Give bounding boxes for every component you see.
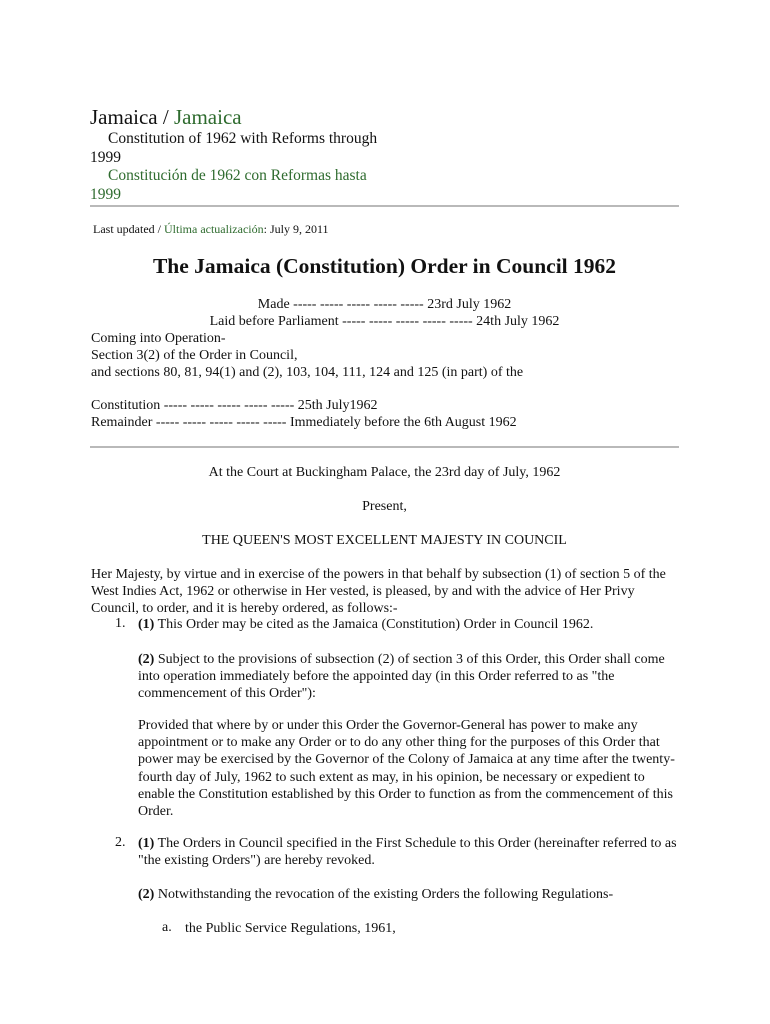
last-updated <box>93 222 329 237</box>
item-1-paragraph-3: Provided that where by or under this Order the Governor-General has power to make any appointment or to make any Order or to do any other thing for the purposes of this Order that power may be exercised by the Governor of the Colony of Jamaica at any time after the twenty-fourth day of July, 1962 to such extent as may, in his opinion, be necessary or expedient to enable the Constitution established by this Order to function as from the commencement of this Order. <box>138 718 675 820</box>
constitution-line: Constitution ----- ----- ----- ----- ----- 25th July1962 <box>91 398 378 413</box>
title-english: Jamaica <box>90 105 158 129</box>
updated-label-english: Last updated / <box>93 222 164 236</box>
item-1-number: 1. <box>115 616 126 631</box>
item-2-paragraph-1 <box>138 835 678 869</box>
item-2-p2-text: Notwithstanding the revocation of the existing Orders the following Regulations- <box>154 887 614 902</box>
subtitle-spanish: Constitución de 1962 con Reformas hasta 1999 <box>90 167 367 203</box>
page-title <box>90 104 242 130</box>
made-line: Made ----- ----- ----- ----- ----- 23rd July 1962 <box>257 297 512 312</box>
present-line: Present, <box>362 499 407 514</box>
updated-date: : July 9, 2011 <box>263 222 329 236</box>
sections-line: and sections 80, 81, 94(1) and (2), 103, 104, 111, 124 and 125 (in part) of the <box>91 365 524 380</box>
sub-item-a-marker: a. <box>162 920 172 935</box>
majesty-line: THE QUEEN'S MOST EXCELLENT MAJESTY IN COUNCIL <box>202 533 567 548</box>
title-separator: / <box>157 105 174 129</box>
item-2-p1-marker: (1) <box>138 836 155 851</box>
sub-item-a-text: the Public Service Regulations, 1961, <box>185 921 396 936</box>
item-2-p1-text: The Orders in Council specified in the First Schedule to this Order (hereinafter referred to as "the existing Orders") are hereby revoked. <box>138 836 677 869</box>
item-1-paragraph-2 <box>138 651 678 703</box>
item-1-p2-text: Subject to the provisions of subsection (2) of section 3 of this Order, this Order shall come into operation immediately before the appointed day (in this Order referred to as "the commencement of this Order"): <box>138 652 665 702</box>
item-1-paragraph-1 <box>138 616 678 633</box>
coming-into-operation: Coming into Operation- <box>91 331 226 346</box>
subtitle-english: Constitution of 1962 with Reforms through 1999 <box>90 130 378 166</box>
item-1-p2-marker: (2) <box>138 652 155 667</box>
item-1-p1-marker: (1) <box>138 617 155 632</box>
item-2-p2-marker: (2) <box>138 887 155 902</box>
laid-line: Laid before Parliament ----- ----- ----- ----- ----- 24th July 1962 <box>209 314 560 329</box>
section-divider <box>90 446 679 448</box>
intro-paragraph: Her Majesty, by virtue and in exercise of the powers in that behalf by subsection (1) of section 5 of the West Indies Act, 1962 or otherwise in Her vested, is pleased, by and with the advice of Her Privy Council, to order, and it is hereby ordered, as follows:- <box>91 567 666 617</box>
header-divider <box>90 205 679 207</box>
remainder-line: Remainder ----- ----- ----- ----- ----- Immediately before the 6th August 1962 <box>91 415 517 430</box>
item-1-p1-text: This Order may be cited as the Jamaica (Constitution) Order in Council 1962. <box>154 617 594 632</box>
title-spanish: Jamaica <box>173 105 242 129</box>
updated-label-spanish: Última actualización <box>163 222 264 236</box>
section-line: Section 3(2) of the Order in Council, <box>91 348 298 363</box>
item-2-paragraph-2 <box>138 886 678 903</box>
item-2-number: 2. <box>115 835 126 850</box>
court-line: At the Court at Buckingham Palace, the 23rd day of July, 1962 <box>208 465 561 480</box>
document-title: The Jamaica (Constitution) Order in Council 1962 <box>152 254 617 278</box>
